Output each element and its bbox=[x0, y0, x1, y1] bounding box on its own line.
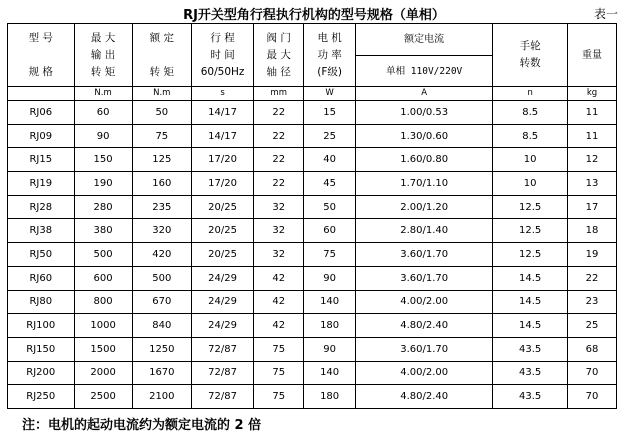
table-cell: 20/25 bbox=[191, 243, 253, 267]
table-cell: 1.30/0.60 bbox=[356, 124, 493, 148]
table-cell: 75 bbox=[254, 337, 304, 361]
table-cell: 3.60/1.70 bbox=[356, 337, 493, 361]
table-cell: 20/25 bbox=[191, 195, 253, 219]
model-cell: RJ28 bbox=[8, 195, 75, 219]
table-cell: 140 bbox=[304, 361, 356, 385]
table-cell: 800 bbox=[74, 290, 132, 314]
header-motor-power: 电 机 功 率 (F级) bbox=[304, 24, 356, 87]
table-cell: 22 bbox=[568, 266, 617, 290]
table-cell: 17/20 bbox=[191, 172, 253, 196]
table-cell: 150 bbox=[74, 148, 132, 172]
table-cell: 1250 bbox=[132, 337, 191, 361]
table-cell: 1.60/0.80 bbox=[356, 148, 493, 172]
table-cell: 14.5 bbox=[493, 266, 568, 290]
table-row bbox=[8, 195, 617, 219]
table-cell: 22 bbox=[254, 101, 304, 125]
table-cell: 70 bbox=[568, 385, 617, 409]
table-cell: 2.00/1.20 bbox=[356, 195, 493, 219]
table-cell: 42 bbox=[254, 266, 304, 290]
table-cell: 3.60/1.70 bbox=[356, 243, 493, 267]
table-cell: 43.5 bbox=[493, 361, 568, 385]
model-cell: RJ15 bbox=[8, 148, 75, 172]
table-cell: 60 bbox=[74, 101, 132, 125]
table-row bbox=[8, 148, 617, 172]
model-cell: RJ150 bbox=[8, 337, 75, 361]
table-cell: 1500 bbox=[74, 337, 132, 361]
unit-cell: N.m bbox=[74, 87, 132, 101]
table-cell: 23 bbox=[568, 290, 617, 314]
table-cell: 45 bbox=[304, 172, 356, 196]
unit-cell bbox=[8, 87, 75, 101]
table-cell: 42 bbox=[254, 290, 304, 314]
table-cell: 2500 bbox=[74, 385, 132, 409]
spec-table bbox=[7, 23, 617, 409]
table-cell: 180 bbox=[304, 314, 356, 338]
table-cell: 42 bbox=[254, 314, 304, 338]
unit-cell: N.m bbox=[132, 87, 191, 101]
table-cell: 60 bbox=[304, 219, 356, 243]
table-cell: 190 bbox=[74, 172, 132, 196]
table-cell: 11 bbox=[568, 124, 617, 148]
table-cell: 12 bbox=[568, 148, 617, 172]
table-cell: 90 bbox=[74, 124, 132, 148]
table-cell: 13 bbox=[568, 172, 617, 196]
model-cell: RJ60 bbox=[8, 266, 75, 290]
table-row bbox=[8, 314, 617, 338]
table-title: RJ开关型角行程执行机构的型号规格（单相） bbox=[183, 8, 445, 23]
table-cell: 40 bbox=[304, 148, 356, 172]
table-cell: 24/29 bbox=[191, 314, 253, 338]
table-cell: 4.00/2.00 bbox=[356, 290, 493, 314]
table-cell: 2000 bbox=[74, 361, 132, 385]
table-cell: 10 bbox=[493, 172, 568, 196]
header-weight: 重量 bbox=[568, 24, 617, 87]
table-cell: 22 bbox=[254, 172, 304, 196]
table-cell: 140 bbox=[304, 290, 356, 314]
unit-cell: n bbox=[493, 87, 568, 101]
model-cell: RJ06 bbox=[8, 101, 75, 125]
unit-cell: kg bbox=[568, 87, 617, 101]
footnote: 注：电机的起动电流约为额定电流的 2 倍 bbox=[22, 418, 262, 433]
table-cell: 25 bbox=[304, 124, 356, 148]
table-cell: 70 bbox=[568, 361, 617, 385]
model-cell: RJ38 bbox=[8, 219, 75, 243]
model-cell: RJ200 bbox=[8, 361, 75, 385]
table-cell: 50 bbox=[132, 101, 191, 125]
header-rated-torque: 额 定 转 矩 bbox=[132, 24, 191, 87]
table-cell: 22 bbox=[254, 124, 304, 148]
table-cell: 43.5 bbox=[493, 337, 568, 361]
header-rated-current: 额定电流 bbox=[356, 24, 493, 56]
table-cell: 1000 bbox=[74, 314, 132, 338]
table-cell: 17/20 bbox=[191, 148, 253, 172]
table-cell: 2.80/1.40 bbox=[356, 219, 493, 243]
table-row bbox=[8, 361, 617, 385]
table-cell: 500 bbox=[132, 266, 191, 290]
table-cell: 68 bbox=[568, 337, 617, 361]
table-cell: 32 bbox=[254, 243, 304, 267]
table-cell: 14/17 bbox=[191, 101, 253, 125]
unit-cell: A bbox=[356, 87, 493, 101]
table-row bbox=[8, 385, 617, 409]
unit-cell: s bbox=[191, 87, 253, 101]
table-row bbox=[8, 124, 617, 148]
table-cell: 2100 bbox=[132, 385, 191, 409]
table-cell: 8.5 bbox=[493, 101, 568, 125]
model-cell: RJ19 bbox=[8, 172, 75, 196]
table-cell: 18 bbox=[568, 219, 617, 243]
table-cell: 32 bbox=[254, 219, 304, 243]
table-cell: 11 bbox=[568, 101, 617, 125]
table-cell: 75 bbox=[304, 243, 356, 267]
table-row bbox=[8, 219, 617, 243]
table-cell: 17 bbox=[568, 195, 617, 219]
header-max-torque: 最 大 输 出 转 矩 bbox=[74, 24, 132, 87]
header-travel-time: 行 程 时 间 60/50Hz bbox=[191, 24, 253, 87]
table-cell: 43.5 bbox=[493, 385, 568, 409]
table-cell: 15 bbox=[304, 101, 356, 125]
table-cell: 4.80/2.40 bbox=[356, 385, 493, 409]
table-cell: 22 bbox=[254, 148, 304, 172]
table-cell: 420 bbox=[132, 243, 191, 267]
model-cell: RJ50 bbox=[8, 243, 75, 267]
table-cell: 14.5 bbox=[493, 314, 568, 338]
table-row bbox=[8, 101, 617, 125]
table-number: 表一 bbox=[593, 7, 618, 21]
table-cell: 19 bbox=[568, 243, 617, 267]
table-cell: 25 bbox=[568, 314, 617, 338]
table-cell: 12.5 bbox=[493, 243, 568, 267]
header-valve-shaft: 阀 门 最 大 轴 径 bbox=[254, 24, 304, 87]
table-cell: 4.80/2.40 bbox=[356, 314, 493, 338]
table-cell: 24/29 bbox=[191, 290, 253, 314]
table-row bbox=[8, 172, 617, 196]
table-cell: 10 bbox=[493, 148, 568, 172]
table-cell: 600 bbox=[74, 266, 132, 290]
header-model: 型 号 规 格 bbox=[8, 24, 75, 87]
table-cell: 380 bbox=[74, 219, 132, 243]
header-handwheel: 手轮 转数 bbox=[493, 24, 568, 87]
table-cell: 20/25 bbox=[191, 219, 253, 243]
table-cell: 32 bbox=[254, 195, 304, 219]
table-cell: 75 bbox=[254, 361, 304, 385]
table-row bbox=[8, 290, 617, 314]
table-cell: 1.00/0.53 bbox=[356, 101, 493, 125]
table-cell: 320 bbox=[132, 219, 191, 243]
unit-cell: W bbox=[304, 87, 356, 101]
table-cell: 4.00/2.00 bbox=[356, 361, 493, 385]
table-cell: 72/87 bbox=[191, 337, 253, 361]
table-cell: 280 bbox=[74, 195, 132, 219]
table-cell: 670 bbox=[132, 290, 191, 314]
table-row bbox=[8, 266, 617, 290]
table-cell: 1670 bbox=[132, 361, 191, 385]
table-cell: 12.5 bbox=[493, 195, 568, 219]
table-cell: 500 bbox=[74, 243, 132, 267]
header-rated-current-sub: 单相 110V/220V bbox=[356, 56, 493, 87]
table-cell: 50 bbox=[304, 195, 356, 219]
table-cell: 3.60/1.70 bbox=[356, 266, 493, 290]
table-cell: 160 bbox=[132, 172, 191, 196]
table-cell: 125 bbox=[132, 148, 191, 172]
table-cell: 235 bbox=[132, 195, 191, 219]
table-row bbox=[8, 243, 617, 267]
model-cell: RJ80 bbox=[8, 290, 75, 314]
table-cell: 1.70/1.10 bbox=[356, 172, 493, 196]
table-cell: 14.5 bbox=[493, 290, 568, 314]
units-row bbox=[8, 87, 617, 101]
model-cell: RJ09 bbox=[8, 124, 75, 148]
table-cell: 90 bbox=[304, 266, 356, 290]
table-cell: 12.5 bbox=[493, 219, 568, 243]
table-cell: 75 bbox=[254, 385, 304, 409]
model-cell: RJ250 bbox=[8, 385, 75, 409]
table-row bbox=[8, 337, 617, 361]
table-cell: 840 bbox=[132, 314, 191, 338]
table-cell: 72/87 bbox=[191, 361, 253, 385]
table-cell: 14/17 bbox=[191, 124, 253, 148]
table-cell: 75 bbox=[132, 124, 191, 148]
table-cell: 180 bbox=[304, 385, 356, 409]
model-cell: RJ100 bbox=[8, 314, 75, 338]
unit-cell: mm bbox=[254, 87, 304, 101]
table-cell: 24/29 bbox=[191, 266, 253, 290]
table-cell: 90 bbox=[304, 337, 356, 361]
table-cell: 72/87 bbox=[191, 385, 253, 409]
table-cell: 8.5 bbox=[493, 124, 568, 148]
